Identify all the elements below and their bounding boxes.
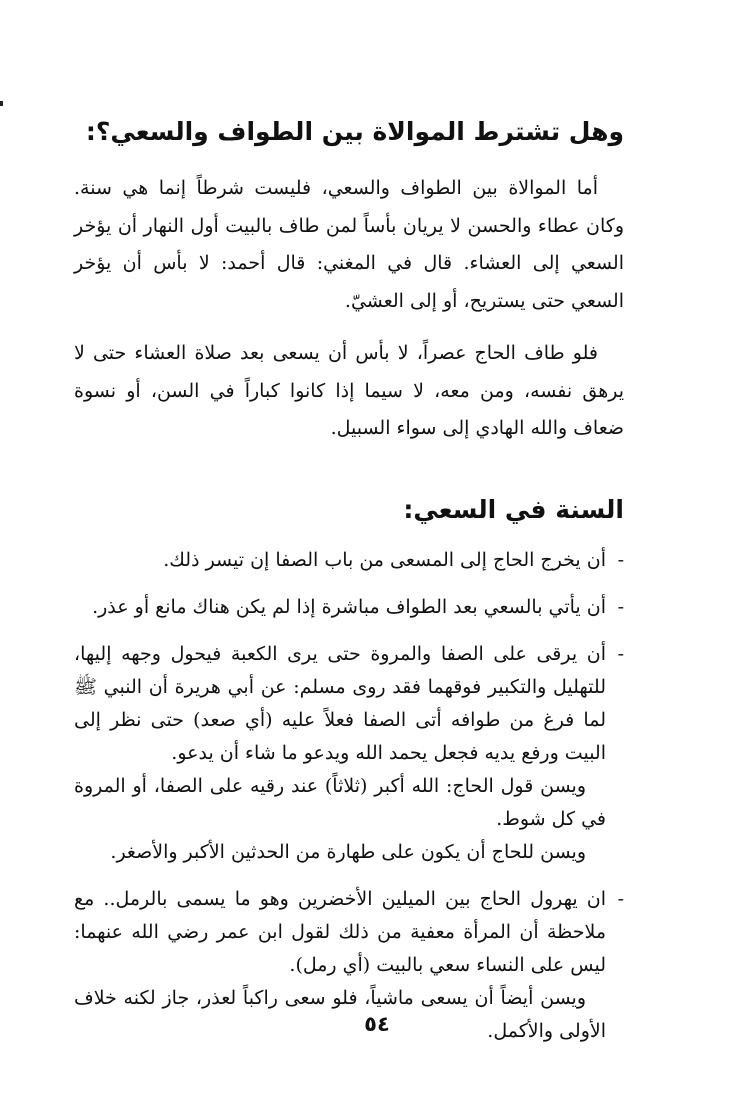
paragraph-asr-example: فلو طاف الحاج عصراً، لا بأس أن يسعى بعد صلاة العشاء حتى لا يرهق نفسه، ومن معه، لا سيما إذا كانوا كباراً في السن، أو نسوة ضعاف والله الهادي إلى سواء السبيل. [74,342,624,439]
list-item-subtext: ويسن للحاج أن يكون على طهارة من الحدثين الأكبر والأصغر. [110,840,586,863]
list-item-text: أن يأتي بالسعي بعد الطواف مباشرة إذا لم يكن هناك مانع أو عذر. [92,595,606,618]
list-item-text: أن يرقى على الصفا والمروة حتى يرى الكعبة فيحول وجهه إليها، للتهليل والتكبير فوقهما فقد روى مسلم: عن أبي هريرة أن النبي ﷺ لما فرغ من طوافه أتى الصفا فعلاً عليه (أي صعد) حتى نظر إلى البيت ورفع يديه فجعل يحمد الله ويدعو ما شاء أن يدعو. [74,642,606,764]
page-number: ٥٤ [364,1012,390,1036]
list-dash: - [617,595,624,618]
list-item [74,591,624,624]
list-item-subtext: ويسن قول الحاج: الله أكبر (ثلاثاً) عند رقيه على الصفا، أو المروة في كل شوط. [74,774,606,830]
list-item-text: ان يهرول الحاج بين الميلين الأخضرين وهو ما يسمى بالرمل.. مع ملاحظة أن المرأة معفية من ذلك لقول ابن عمر رضي الله عنهما: ليس على النساء سعي بالبيت (أي رمل). [74,887,606,976]
list-dash: - [617,642,624,665]
margin-mark [0,101,3,106]
list-item [74,544,624,577]
paragraph-muwalat-sunnah: أما الموالاة بين الطواف والسعي، فليست شرطاً إنما هي سنة. وكان عطاء والحسن لا يريان بأساً لمن طاف بالبيت أول النهار أن يؤخر السعي إلى العشاء. قال في المغني: قال أحمد: لا بأس أن يؤخر السعي حتى يستريح، أو إلى العشيّ. [74,177,624,312]
sunnah-list [74,544,624,1048]
list-dash: - [617,548,624,571]
page-content [74,112,624,1062]
list-item-text: أن يخرج الحاج إلى المسعى من باب الصفا إن تيسر ذلك. [163,548,606,571]
section-heading-sunnah-sai: السنة في السعي: [403,494,624,524]
list-dash: - [617,887,624,910]
list-item-subtext: ويسن أيضاً أن يسعى ماشياً، فلو سعى راكباً لعذر، جاز لكنه خلاف الأولى والأكمل. [74,986,606,1042]
list-item [74,638,624,869]
section-heading-muwalat: وهل تشترط الموالاة بين الطواف والسعي؟: [85,117,624,146]
